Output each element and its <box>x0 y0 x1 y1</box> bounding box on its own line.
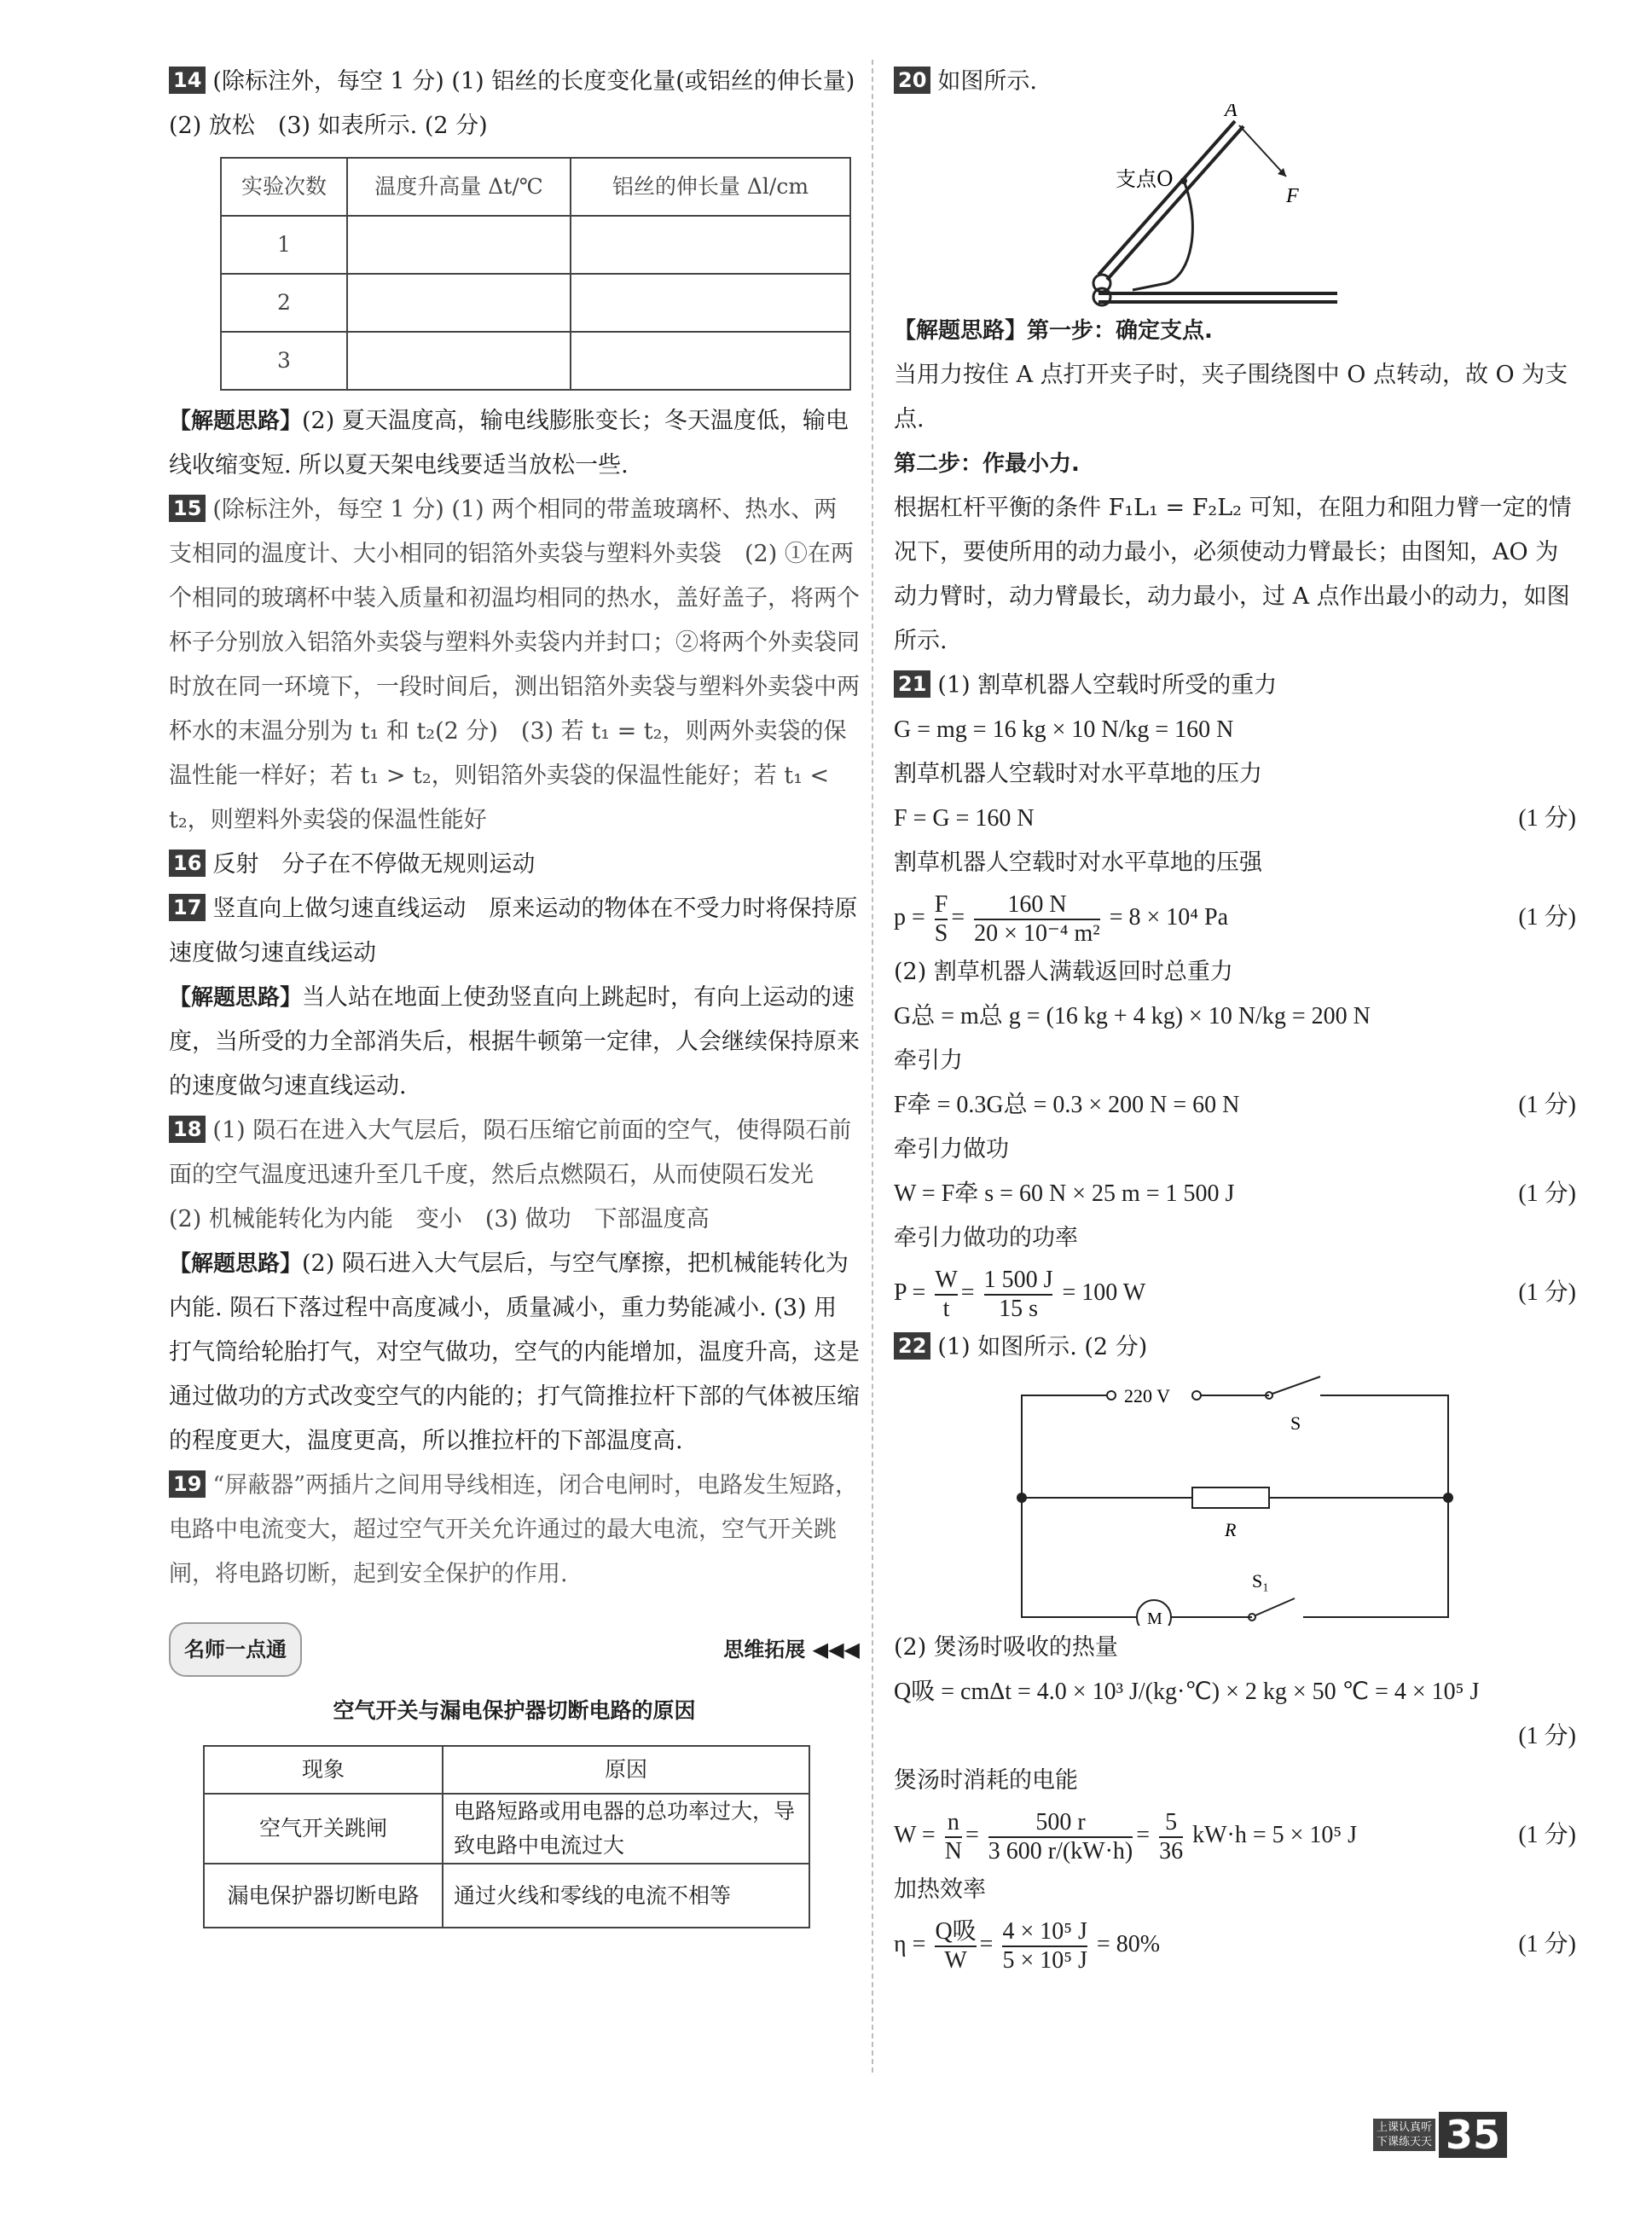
table-cell: 1 <box>221 216 347 274</box>
q21-e5-row <box>894 1083 1576 1128</box>
fraction <box>1002 1918 1087 1975</box>
eq-left: p = <box>894 904 931 931</box>
numerator: 160 N <box>974 891 1100 920</box>
tip-label: 【解题思路】 <box>894 318 1028 344</box>
tip-label: 【解题思路】 <box>169 985 303 1011</box>
q21-l3: 割草机器人空载时对水平草地的压强 <box>894 850 1262 876</box>
eq-left: W = <box>894 1822 942 1848</box>
table-header: 温度升高量 Δt/℃ <box>347 158 571 216</box>
q22-s2-row <box>894 1714 1576 1759</box>
eq-left: η = <box>894 1931 932 1957</box>
q16-text: 反射 分子在不停做无规则运动 <box>212 851 536 878</box>
fraction <box>974 891 1100 948</box>
score: (1 分) <box>1518 1180 1576 1207</box>
numerator: Q吸 <box>935 1918 976 1947</box>
denominator: S <box>934 919 948 947</box>
q16-number: 16 <box>169 850 206 877</box>
score: (1 分) <box>1518 1279 1576 1306</box>
q21-e2: F = G = 160 N <box>894 805 1035 832</box>
slogan <box>1373 2119 1435 2151</box>
q20-text: 如图所示. <box>937 68 1037 95</box>
score: (1 分) <box>1518 805 1576 832</box>
famous-table <box>203 1745 810 1928</box>
label-O: 支点O <box>1116 167 1174 191</box>
circuit-diagram <box>996 1370 1474 1626</box>
q22-number: 22 <box>894 1332 930 1360</box>
numerator: n <box>945 1809 962 1838</box>
denominator: 20 × 10⁻⁴ m² <box>974 919 1100 947</box>
q19-number: 19 <box>169 1470 206 1498</box>
q22-l3: 煲汤时消耗的电能 <box>894 1767 1078 1794</box>
q21-e2-row <box>894 797 1576 841</box>
q14-number: 14 <box>169 67 206 94</box>
step1-label: 第一步：确定支点. <box>1027 318 1213 344</box>
q22-e3-row: W = $\frac{n}{N}$ = $\frac{500 r}{3 600 r/(kW\cdot h)}$ = $\frac{5}{36}$ kW·h = 5 × 10⁵ J (1 分) <box>894 1803 1576 1868</box>
numerator: 500 r <box>988 1809 1133 1838</box>
label-F: F <box>1286 185 1299 207</box>
fraction <box>984 1267 1053 1323</box>
q20 <box>894 60 1576 104</box>
table-cell: 电路短路或用电器的总功率过大，导致电路中电流过大 <box>443 1794 809 1864</box>
right-column <box>894 60 1576 1977</box>
column-divider <box>872 60 873 2073</box>
denominator: W <box>944 1946 967 1974</box>
q21-e4: G总 = m总 g = (16 kg + 4 kg) × 10 N/kg = 200 N <box>894 1003 1371 1029</box>
q17 <box>169 887 860 976</box>
q21-l7: 牵引力做功的功率 <box>894 1225 1078 1251</box>
q15 <box>169 488 860 843</box>
denominator: 5 × 10⁵ J <box>1002 1946 1087 1974</box>
table-header: 实验次数 <box>221 158 347 216</box>
q21-l1: (1) 割草机器人空载时所受的重力 <box>937 672 1278 699</box>
switch-S1-label: S₁ <box>1252 1570 1269 1592</box>
q21 <box>894 664 1576 708</box>
eq-left: P = <box>894 1279 932 1306</box>
q21-e6: W = F牵 s = 60 N × 25 m = 1 500 J <box>894 1180 1235 1207</box>
score: (1 分) <box>1518 1723 1576 1749</box>
denominator: 36 <box>1159 1837 1184 1864</box>
q21-e1: G = mg = 16 kg × 10 N/kg = 160 N <box>894 716 1234 743</box>
table-header-row <box>221 158 850 216</box>
q22-e4-row: η = $\frac{\text{Q吸}}{W}$ = $\frac{\text{4 × 10⁵ J}}{\text{5 × 10⁵ J}}$ = 80% (1 分) <box>894 1912 1576 1977</box>
resistor <box>1192 1487 1269 1508</box>
numerator: W <box>935 1267 957 1296</box>
numerator: 5 <box>1159 1809 1183 1838</box>
q22-l4: 加热效率 <box>894 1876 986 1903</box>
q20-number: 20 <box>894 67 930 94</box>
q17-tip <box>169 976 860 1109</box>
q17-number: 17 <box>169 894 206 921</box>
q18-tip <box>169 1242 860 1464</box>
q19-text: “屏蔽器”两插片之间用导线相连，闭合电闸时，电路发生短路，电路中电流变大，超过空气开关允许通过的最大电流，空气开关跳闸，将电路切断，起到安全保护的作用. <box>169 1472 859 1587</box>
q14-text: (除标注外，每空 1 分) (1) 铝丝的长度变化量(或铝丝的伸长量) (2) 放松 (3) 如表所示. (2 分) <box>169 68 878 139</box>
fraction <box>935 1267 957 1323</box>
q21-l6: 牵引力做功 <box>894 1136 1009 1163</box>
slogan-line: 上课认真听 <box>1377 2121 1433 2134</box>
lever-clip-figure <box>1081 104 1388 309</box>
q19 <box>169 1464 860 1597</box>
score: (1 分) <box>1518 1092 1576 1118</box>
denominator: 3 600 r/(kW·h) <box>988 1837 1133 1864</box>
table-cell: 通过火线和零线的电流不相等 <box>443 1864 809 1928</box>
fraction <box>945 1809 962 1865</box>
q21-e6-row <box>894 1172 1576 1216</box>
page-number-badge <box>1373 2112 1507 2158</box>
table-row <box>221 274 850 332</box>
fraction <box>1159 1809 1183 1865</box>
q21-l2: 割草机器人空载时对水平草地的压力 <box>894 761 1262 787</box>
q21-l5: 牵引力 <box>894 1047 963 1074</box>
q18-text: (1) 陨石在进入大气层后，陨石压缩它前面的空气，使得陨石前面的空气温度迅速升至几千度，然后点燃陨石，从而使陨石发光 (2) 机械能转化为内能 变小 (3) 做功 下部温度高 <box>169 1117 852 1232</box>
numerator: 4 × 10⁵ J <box>1002 1918 1087 1947</box>
numerator: 1 500 J <box>984 1267 1053 1296</box>
table-header: 原因 <box>443 1746 809 1794</box>
fraction <box>935 1918 976 1975</box>
tip-text: 当人站在地面上使劲竖直向上跳起时，有向上运动的速度，当所受的力全部消失后，根据牛顿第一定律，人会继续保持原来的速度做匀速直线运动. <box>169 984 860 1099</box>
denominator: t <box>942 1295 950 1322</box>
left-column <box>169 60 878 1928</box>
denominator: N <box>944 1837 962 1864</box>
score: (1 分) <box>1518 1931 1576 1957</box>
famous-badge: 名师一点通 <box>169 1622 302 1677</box>
q14 <box>169 60 878 148</box>
extend-label: 思维拓展 ◀◀◀ <box>723 1638 860 1661</box>
q15-number: 15 <box>169 495 206 522</box>
eq-right: = 80% <box>1096 1931 1161 1957</box>
q20-tip <box>894 309 1576 353</box>
famous-title: 空气开关与漏电保护器切断电路的原因 <box>333 1698 696 1723</box>
table-row <box>204 1794 809 1864</box>
page-number: 35 <box>1439 2112 1507 2158</box>
resistor-label: R <box>1225 1519 1237 1540</box>
eq-right: = 8 × 10⁴ Pa <box>1109 904 1229 931</box>
famous-title-bar <box>169 1622 860 1677</box>
q20-step2: 根据杠杆平衡的条件 F₁L₁ = F₂L₂ 可知，在阻力和阻力臂一定的情况下，要使所用的动力最小，必须使动力臂最长；由图知，AO 为动力臂时，动力臂最长，动力最小，过 A 点作出最小的动力，如图所示. <box>894 495 1572 654</box>
voltage-label: 220 V <box>1124 1385 1170 1406</box>
table-cell: 漏电保护器切断电路 <box>204 1864 443 1928</box>
table-header: 铝丝的伸长量 Δl/cm <box>571 158 850 216</box>
q21-number: 21 <box>894 670 930 698</box>
motor-label: M <box>1147 1609 1162 1626</box>
tip-label: 【解题思路】 <box>169 1251 303 1277</box>
q18-number: 18 <box>169 1116 206 1143</box>
famous-teacher-box <box>169 1622 860 1928</box>
q22 <box>894 1325 1576 1370</box>
denominator: 15 s <box>999 1295 1038 1322</box>
fraction <box>988 1809 1133 1865</box>
q20-step2-label: 第二步：作最小力. <box>894 451 1080 477</box>
tip-label: 【解题思路】 <box>169 409 303 434</box>
q21-e7-row: P = $\frac{W}{t}$ = $\frac{1 500 J}{15 s}$ = 100 W (1 分) <box>894 1261 1576 1325</box>
score: (1 分) <box>1518 1822 1576 1848</box>
q21-l4: (2) 割草机器人满载返回时总重力 <box>894 959 1233 985</box>
tip-text: (2) 陨石进入大气层后，与空气摩擦，把机械能转化为内能. 陨石下落过程中高度减小，质量减小，重力势能减小. (3) 用打气筒给轮胎打气，对空气做功，空气的内能增加，温度升高，这是通过做功的方式改变空气的内能的；打气筒推拉杆下部的气体被压缩的程度更大，温度更高，所以推拉杆的下部温度高. <box>169 1250 860 1454</box>
fraction <box>935 891 948 948</box>
q16 <box>169 843 860 887</box>
table-row <box>221 332 850 390</box>
eq-right: = 100 W <box>1062 1279 1146 1306</box>
switch-S-label: S <box>1290 1412 1301 1434</box>
table-header: 现象 <box>204 1746 443 1794</box>
q14-tip <box>169 399 860 488</box>
tip-text: (2) 夏天温度高，输电线膨胀变长；冬天温度低，输电线收缩变短. 所以夏天架电线要适当放松一些. <box>169 408 849 478</box>
numerator: F <box>935 891 948 920</box>
q22-l1: (1) 如图所示. (2 分) <box>937 1334 1148 1360</box>
table-header-row <box>204 1746 809 1794</box>
q17-text: 竖直向上做匀速直线运动 原来运动的物体在不受力时将保持原速度做匀速直线运动 <box>169 896 858 966</box>
q14-table <box>220 157 851 391</box>
q22-e2: Q吸 = cmΔt = 4.0 × 10³ J/(kg·℃) × 2 kg × 50 ℃ = 4 × 10⁵ J <box>894 1679 1480 1705</box>
q18 <box>169 1109 860 1242</box>
q20-step1: 当用力按住 A 点打开夹子时，夹子围绕图中 O 点转动，故 O 为支点. <box>894 362 1568 432</box>
table-cell: 3 <box>221 332 347 390</box>
score: (1 分) <box>1518 904 1576 931</box>
label-A: A <box>1225 104 1238 121</box>
q21-e5: F牵 = 0.3G总 = 0.3 × 200 N = 60 N <box>894 1092 1240 1118</box>
table-row <box>221 216 850 274</box>
q21-e3-row: p = $\frac{F}{S}$ = $\frac{160 N}{\text{20 × 10⁻⁴ m²}}$ = 8 × 10⁴ Pa (1 分) <box>894 885 1576 950</box>
q22-l2: (2) 煲汤时吸收的热量 <box>894 1634 1118 1661</box>
q15-text: (除标注外，每空 1 分) (1) 两个相同的带盖玻璃杯、热水、两支相同的温度计、大小相同的铝箔外卖袋与塑料外卖袋 (2) ①在两个相同的玻璃杯中装入质量和初温均相同的热水，盖好盖子，将两个杯子分别放入铝箔外卖袋与塑料外卖袋内并封口；②将两个外卖袋同时放在同一环境下，一段时间后，测出铝箔外卖袋与塑料外卖袋中两杯水的末温分别为 t₁ 和 t₂(2 分) (3) 若 t₁ = t₂，则两外卖袋的保温性能一样好；若 t₁ > t₂，则铝箔外卖袋的保温性能好；若 t₁ < t₂，则塑料外卖袋的保温性能好 <box>169 496 860 833</box>
table-cell: 2 <box>221 274 347 332</box>
slogan-line: 下课练天天 <box>1377 2136 1433 2149</box>
eq-right: kW·h = 5 × 10⁵ J <box>1192 1822 1358 1848</box>
table-cell: 空气开关跳闸 <box>204 1794 443 1864</box>
table-row <box>204 1864 809 1928</box>
